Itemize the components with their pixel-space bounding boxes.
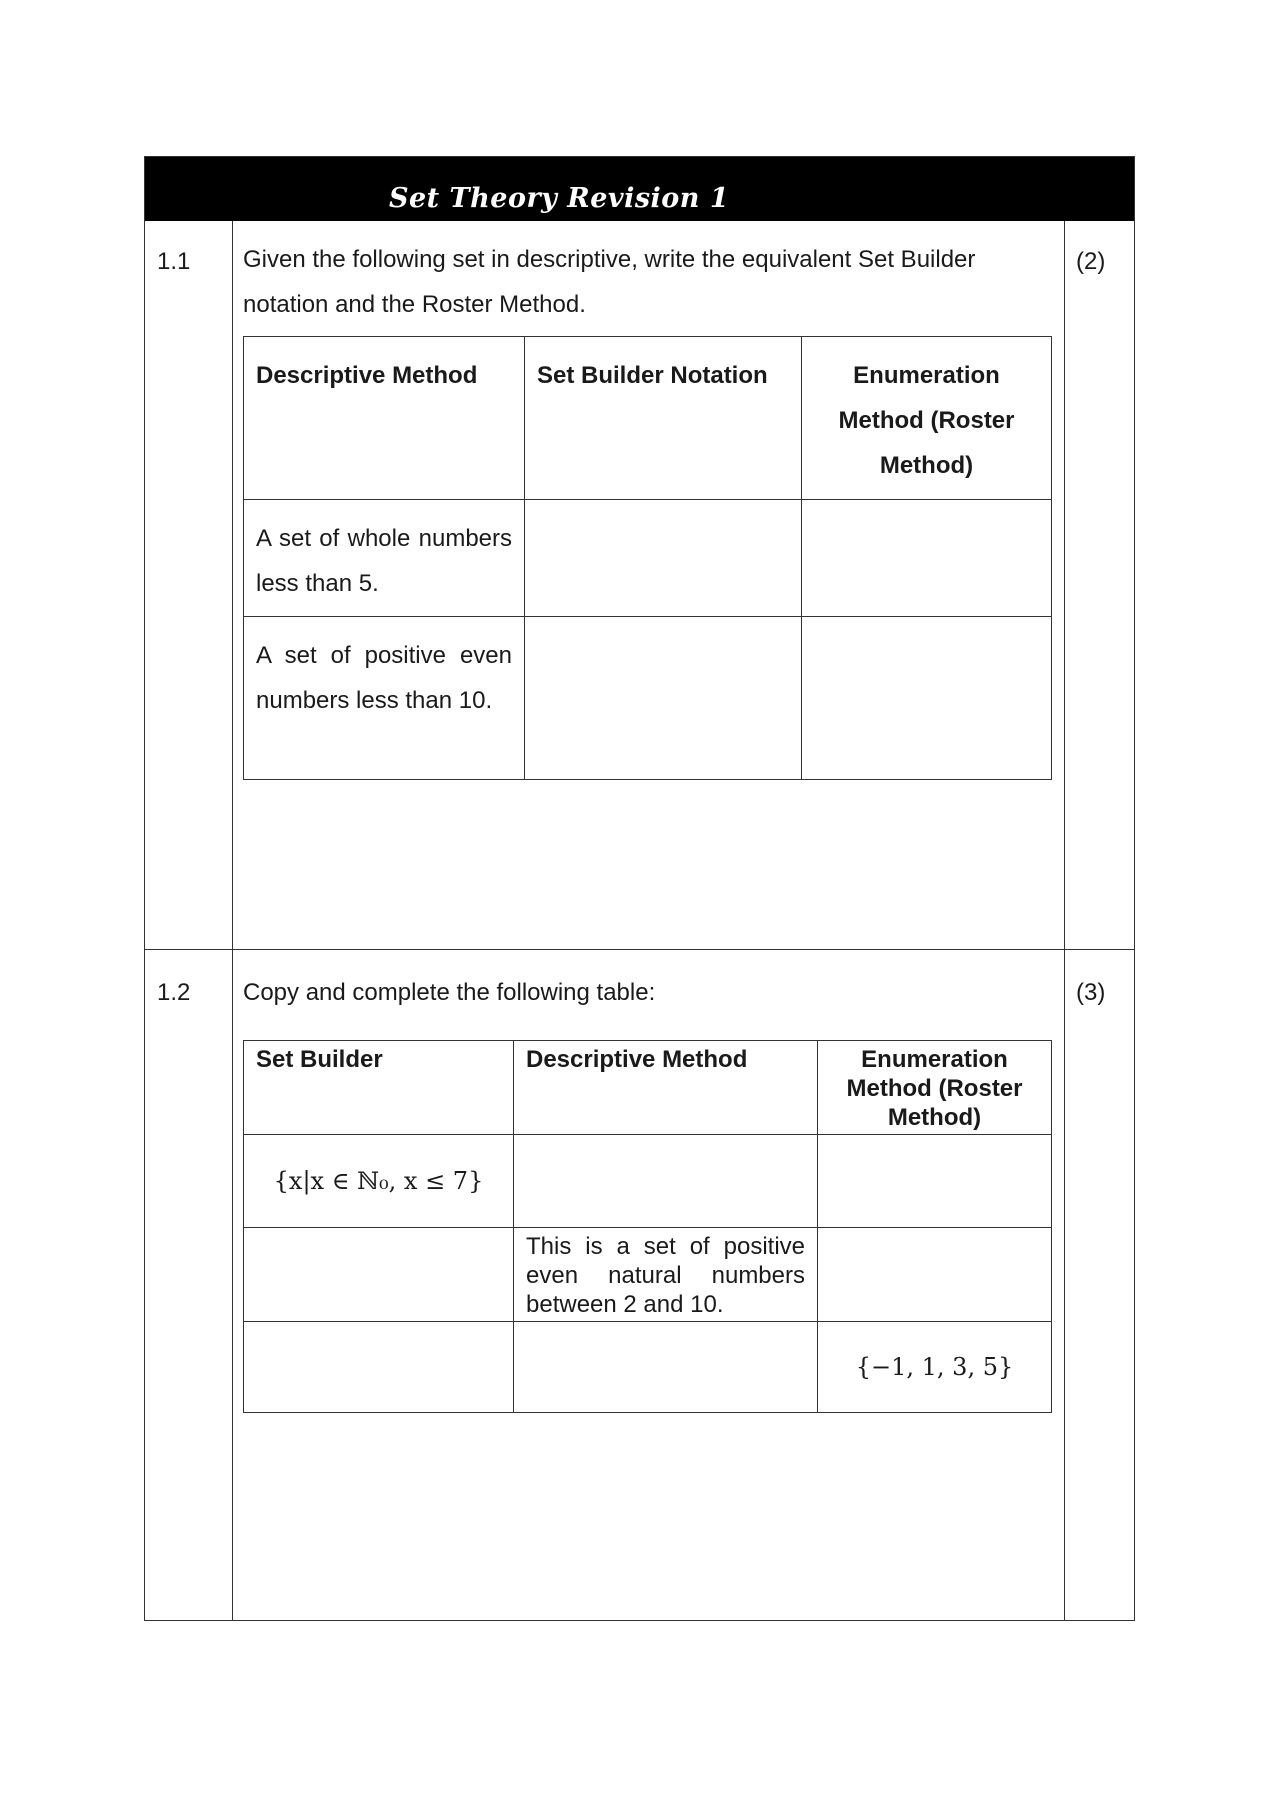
table-header-row (244, 1041, 1052, 1135)
question-marks: (2) (1076, 248, 1106, 275)
column-header: Descriptive Method (514, 1041, 818, 1135)
table-row (244, 500, 1052, 617)
title-bar (145, 157, 1134, 221)
column-header: Enumeration Method (Roster Method) (802, 337, 1052, 500)
question-prompt: Copy and complete the following table: (243, 979, 656, 1006)
roster-cell: {−1, 1, 3, 5} (818, 1322, 1052, 1413)
question-marks: (3) (1076, 979, 1106, 1006)
answer-cell (244, 1228, 514, 1322)
column-header: Enumeration Method (Roster Method) (818, 1041, 1052, 1135)
answer-cell (514, 1322, 818, 1413)
question-prompt: Given the following set in descriptive, write the equivalent Set Builder notation and the Roster Method. (243, 246, 976, 318)
table-row (244, 1135, 1052, 1228)
question-number: 1.1 (157, 248, 191, 275)
marks-column-divider (1064, 221, 1065, 1620)
table-header-row (244, 337, 1052, 500)
answer-cell (802, 617, 1052, 780)
answer-cell (525, 500, 802, 617)
descriptive-cell: A set of whole numbers less than 5. (244, 500, 525, 617)
descriptive-cell: This is a set of positive even natural numbers between 2 and 10. (514, 1228, 818, 1322)
table-row (244, 1322, 1052, 1413)
descriptive-cell: A set of positive even numbers less than 10. (244, 617, 525, 780)
answer-cell (818, 1228, 1052, 1322)
worksheet-title: Set Theory Revision 1 (389, 183, 730, 214)
question-divider (145, 949, 1134, 950)
column-header: Set Builder Notation (525, 337, 802, 500)
set-builder-cell: {x|x ∈ ℕ₀, x ≤ 7} (244, 1135, 514, 1228)
table-row (244, 617, 1052, 780)
column-header: Descriptive Method (244, 337, 525, 500)
answer-cell (244, 1322, 514, 1413)
number-column-divider (232, 221, 233, 1620)
answer-cell (802, 500, 1052, 617)
column-header: Set Builder (244, 1041, 514, 1135)
worksheet (144, 156, 1135, 1621)
answer-cell (525, 617, 802, 780)
complete-table (243, 1040, 1052, 1413)
answer-cell (818, 1135, 1052, 1228)
question-number: 1.2 (157, 979, 191, 1006)
set-notation-table (243, 336, 1052, 780)
table-row (244, 1228, 1052, 1322)
answer-cell (514, 1135, 818, 1228)
